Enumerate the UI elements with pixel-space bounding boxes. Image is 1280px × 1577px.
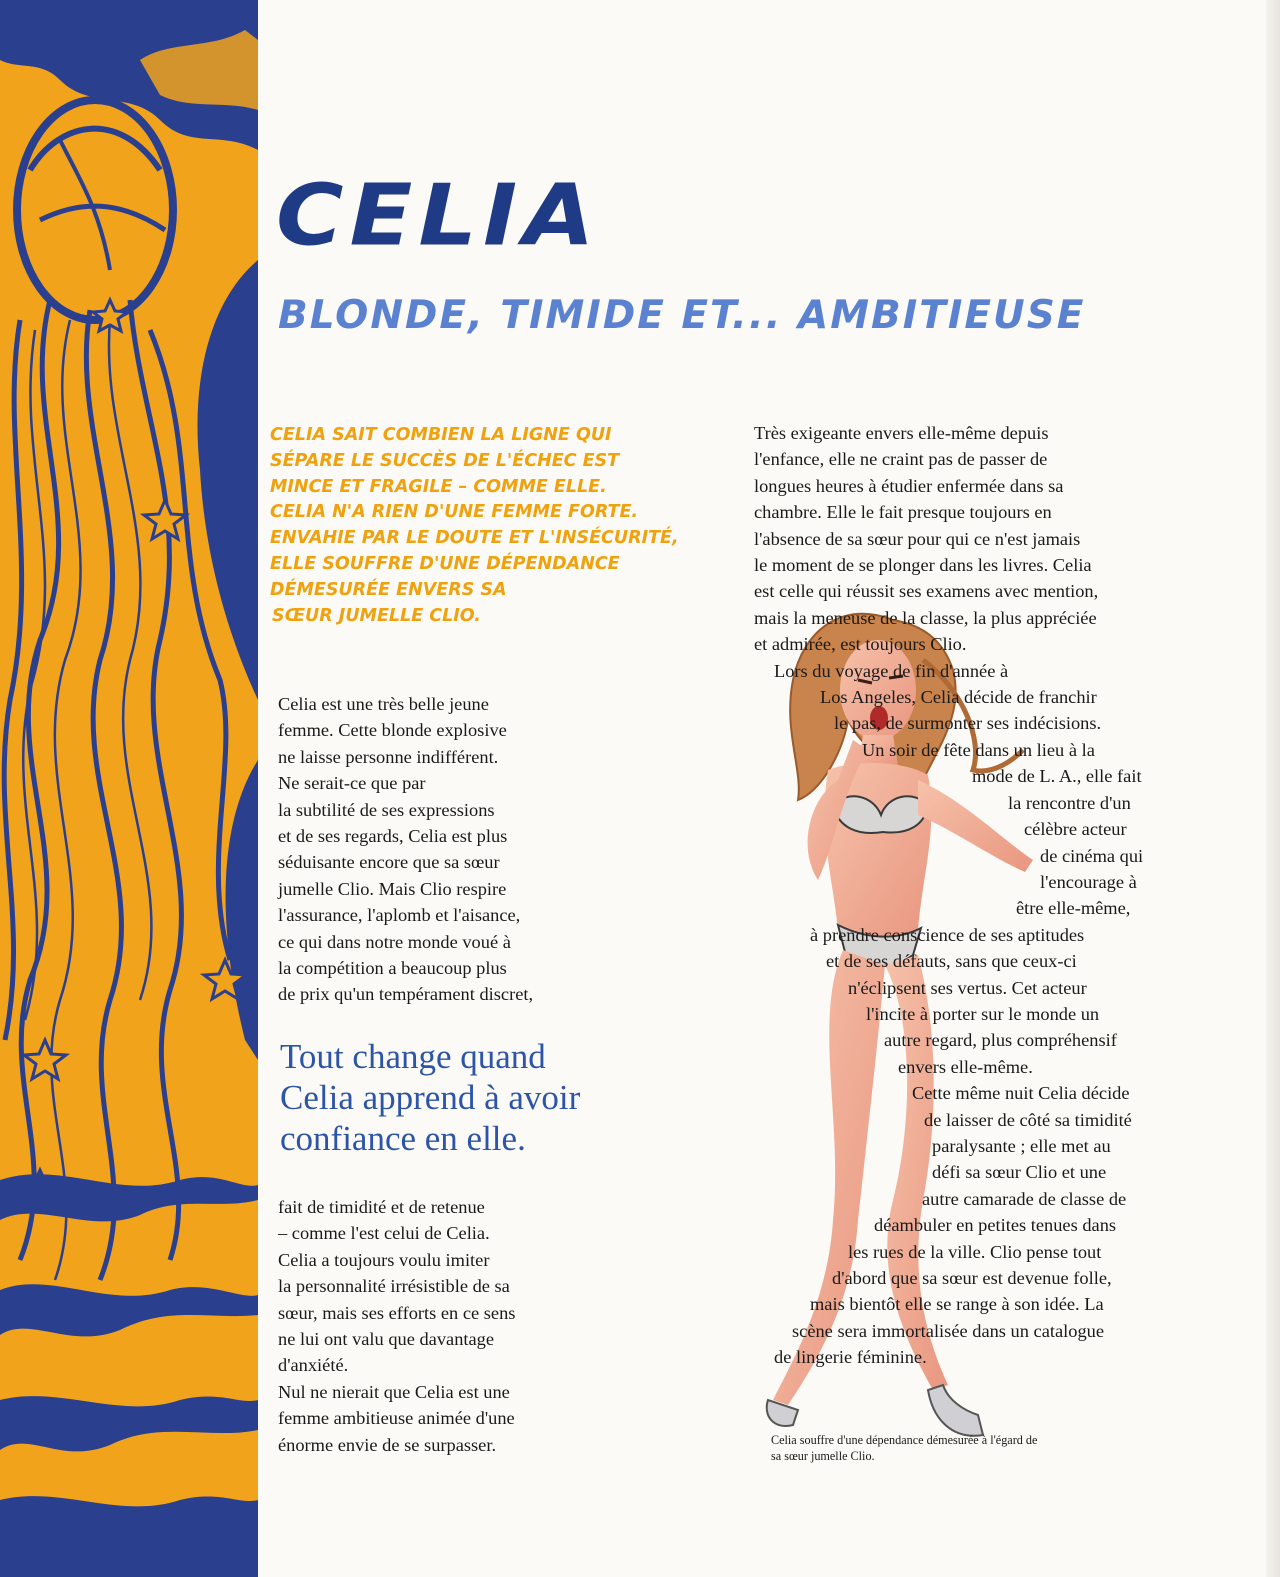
- body-line: fait de timidité et de retenue: [278, 1197, 485, 1217]
- lead-line: DÉMESURÉE ENVERS SA: [270, 579, 507, 600]
- body-line: de cinéma qui: [1040, 845, 1144, 866]
- caption-line: sa sœur jumelle Clio.: [771, 1448, 875, 1463]
- body-line: la subtilité de ses expressions: [278, 799, 495, 820]
- body-line: Cette même nuit Celia décide: [912, 1083, 1130, 1104]
- body-line: énorme envie de se surpasser.: [278, 1434, 497, 1455]
- body-line: Nul ne nierait que Celia est une: [278, 1381, 510, 1402]
- lead-line: CELIA SAIT COMBIEN LA LIGNE QUI: [270, 425, 612, 445]
- body-line: Celia a toujours voulu imiter: [278, 1249, 490, 1270]
- side-illustration: [0, 0, 258, 1577]
- body-line: défi sa sœur Clio et une: [932, 1162, 1107, 1183]
- body-line: et admirée, est toujours Clio.: [754, 634, 967, 655]
- body-line: mais bientôt elle se range à son idée. La: [810, 1294, 1104, 1315]
- body-line: longues heures à étudier enfermée dans sa: [754, 475, 1064, 496]
- body-line: n'éclipsent ses vertus. Cet acteur: [848, 977, 1087, 998]
- body-line: et de ses défauts, sans que ceux-ci: [826, 951, 1077, 972]
- illustration-caption: [771, 1433, 1131, 1464]
- pull-quote-line: Celia apprend à avoir: [280, 1078, 581, 1117]
- body-line: ce qui dans notre monde voué à: [278, 931, 511, 952]
- body-line: déambuler en petites tenues dans: [874, 1215, 1117, 1236]
- lead-paragraph: [270, 423, 690, 629]
- body-line: de lingerie féminine.: [774, 1347, 927, 1368]
- body-line: le pas, de surmonter ses indécisions.: [834, 713, 1102, 734]
- body-line: jumelle Clio. Mais Clio respire: [278, 878, 507, 899]
- body-line: la compétition a beaucoup plus: [278, 958, 507, 979]
- side-illustration-art: [0, 0, 258, 1577]
- body-line: Los Angeles, Celia décide de franchir: [820, 687, 1097, 708]
- body-line: autre camarade de classe de: [922, 1188, 1127, 1209]
- body-line: Ne serait-ce que par: [278, 773, 426, 794]
- page-edge: [1266, 0, 1280, 1577]
- body-line: célèbre acteur: [1024, 819, 1127, 840]
- lead-line: SŒUR JUMELLE CLIO.: [272, 605, 481, 626]
- lead-line: SÉPARE LE SUCCÈS DE L'ÉCHEC EST: [270, 450, 620, 471]
- body-line: Très exigeante envers elle-même depuis: [754, 423, 1049, 443]
- body-line: et de ses regards, Celia est plus: [278, 826, 508, 847]
- lead-line: MINCE ET FRAGILE – COMME ELLE.: [270, 476, 607, 497]
- body-line: la personnalité irrésistible de sa: [278, 1276, 510, 1297]
- body-line: paralysante ; elle met au: [932, 1135, 1111, 1156]
- body-line: mode de L. A., elle fait: [972, 766, 1142, 787]
- body-line: Lors du voyage de fin d'année à: [774, 660, 1009, 681]
- body-line: ne laisse personne indifférent.: [278, 746, 499, 767]
- lead-line: ENVAHIE PAR LE DOUTE ET L'INSÉCURITÉ,: [270, 528, 679, 549]
- body-line: Un soir de fête dans un lieu à la: [862, 739, 1095, 760]
- body-column-left-top: [278, 691, 638, 1008]
- body-line: femme ambitieuse animée d'une: [278, 1408, 515, 1429]
- body-line: scène sera immortalisée dans un catalogue: [792, 1320, 1105, 1341]
- body-line: femme. Cette blonde explosive: [278, 720, 507, 741]
- body-line: les rues de la ville. Clio pense tout: [848, 1241, 1102, 1262]
- body-line: l'enfance, elle ne craint pas de passer de: [754, 449, 1048, 470]
- caption-line: Celia souffre d'une dépendance démesurée à l'égard de: [771, 1433, 1038, 1447]
- body-line: mais la meneuse de la classe, la plus appréciée: [754, 607, 1097, 628]
- body-line: le moment de se plonger dans les livres. Celia: [754, 555, 1092, 576]
- body-line: à prendre conscience de ses aptitudes: [810, 924, 1085, 945]
- body-line: sœur, mais ses efforts en ce sens: [278, 1302, 516, 1323]
- body-line: envers elle-même.: [898, 1056, 1033, 1077]
- body-line: Celia est une très belle jeune: [278, 694, 489, 714]
- body-line: l'incite à porter sur le monde un: [866, 1003, 1100, 1024]
- body-line: la rencontre d'un: [1008, 792, 1131, 813]
- lead-line: CELIA N'A RIEN D'UNE FEMME FORTE.: [270, 502, 639, 523]
- article-subtitle: BLONDE, TIMIDE ET... AMBITIEUSE: [278, 293, 1086, 338]
- pull-quote-line: confiance en elle.: [280, 1119, 526, 1158]
- article-page: [258, 0, 1280, 1577]
- body-line: de laisser de côté sa timidité: [924, 1109, 1132, 1130]
- lead-line: ELLE SOUFFRE D'UNE DÉPENDANCE: [270, 553, 620, 574]
- body-line: est celle qui réussit ses examens avec mention,: [754, 581, 1099, 602]
- body-line: d'abord que sa sœur est devenue folle,: [832, 1268, 1112, 1288]
- body-column-left-bottom: [278, 1194, 638, 1458]
- body-line: autre regard, plus compréhensif: [884, 1030, 1117, 1051]
- body-line: de prix qu'un tempérament discret,: [278, 984, 534, 1005]
- body-line: – comme l'est celui de Celia.: [278, 1223, 490, 1244]
- body-line: l'absence de sa sœur pour qui ce n'est jamais: [754, 528, 1081, 549]
- article-title: CELIA: [276, 166, 601, 265]
- pull-quote-line: Tout change quand: [280, 1037, 546, 1076]
- body-line: séduisante encore que sa sœur: [278, 852, 500, 873]
- body-column-right: [754, 420, 1204, 1371]
- body-line: l'encourage à: [1040, 871, 1137, 892]
- body-line: d'anxiété.: [278, 1355, 349, 1376]
- body-line: chambre. Elle le fait presque toujours en: [754, 502, 1052, 523]
- body-line: l'assurance, l'aplomb et l'aisance,: [278, 905, 521, 926]
- body-line: ne lui ont valu que davantage: [278, 1329, 495, 1350]
- body-line: être elle-même,: [1016, 898, 1131, 919]
